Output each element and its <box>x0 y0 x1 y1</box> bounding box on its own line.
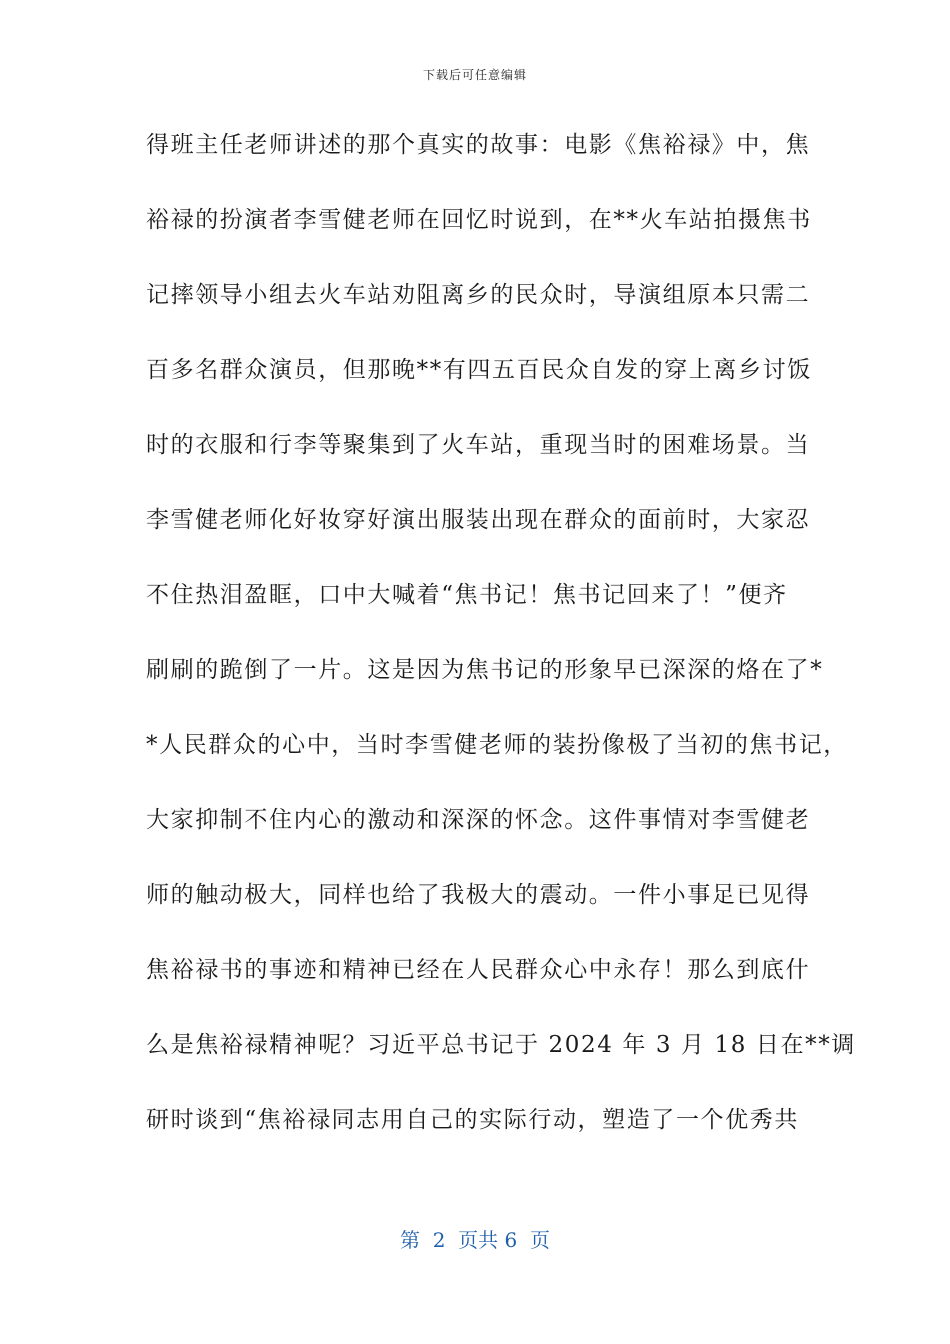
text-line: 不住热泪盈眶，口中大喊着“焦书记！焦书记回来了！”便齐 <box>146 582 788 608</box>
text-line: 裕禄的扮演者李雪健老师在回忆时说到，在**火车站拍摄焦书 <box>146 207 812 233</box>
header-note: 下载后可任意编辑 <box>422 68 527 82</box>
text-line: 记摔领导小组去火车站劝阻离乡的民众时，导演组原本只需二 <box>146 282 811 308</box>
text-line: 大家抑制不住内心的激动和深深的怀念。这件事情对李雪健老 <box>146 807 811 833</box>
body-text <box>146 125 856 1175</box>
text-line: 时的衣服和行李等聚集到了火车站，重现当时的困难场景。当 <box>146 432 811 458</box>
text-line: 百多名群众演员，但那晚**有四五百民众自发的穿上离乡讨饭 <box>146 357 812 383</box>
text-line: 师的触动极大，同样也给了我极大的震动。一件小事足已见得 <box>146 882 811 908</box>
text-line: 焦裕禄书的事迹和精神已经在人民群众心中永存！那么到底什 <box>146 957 811 983</box>
text-line: 得班主任老师讲述的那个真实的故事：电影《焦裕禄》中，焦 <box>146 132 811 158</box>
text-line: 刷刷的跪倒了一片。这是因为焦书记的形象早已深深的烙在了* <box>146 657 824 683</box>
text-line: 么是焦裕禄精神呢？习近平总书记于 2024 年 3 月 18 日在**调 <box>146 1032 856 1058</box>
text-line: 研时谈到“焦裕禄同志用自己的实际行动，塑造了一个优秀共 <box>146 1107 799 1133</box>
text-line: *人民群众的心中，当时李雪健老师的装扮像极了当初的焦书记， <box>146 732 848 758</box>
text-line: 李雪健老师化好妆穿好演出服装出现在群众的面前时，大家忍 <box>146 507 811 533</box>
page-number-footer: 第 2 页共 6 页 <box>400 1228 550 1252</box>
